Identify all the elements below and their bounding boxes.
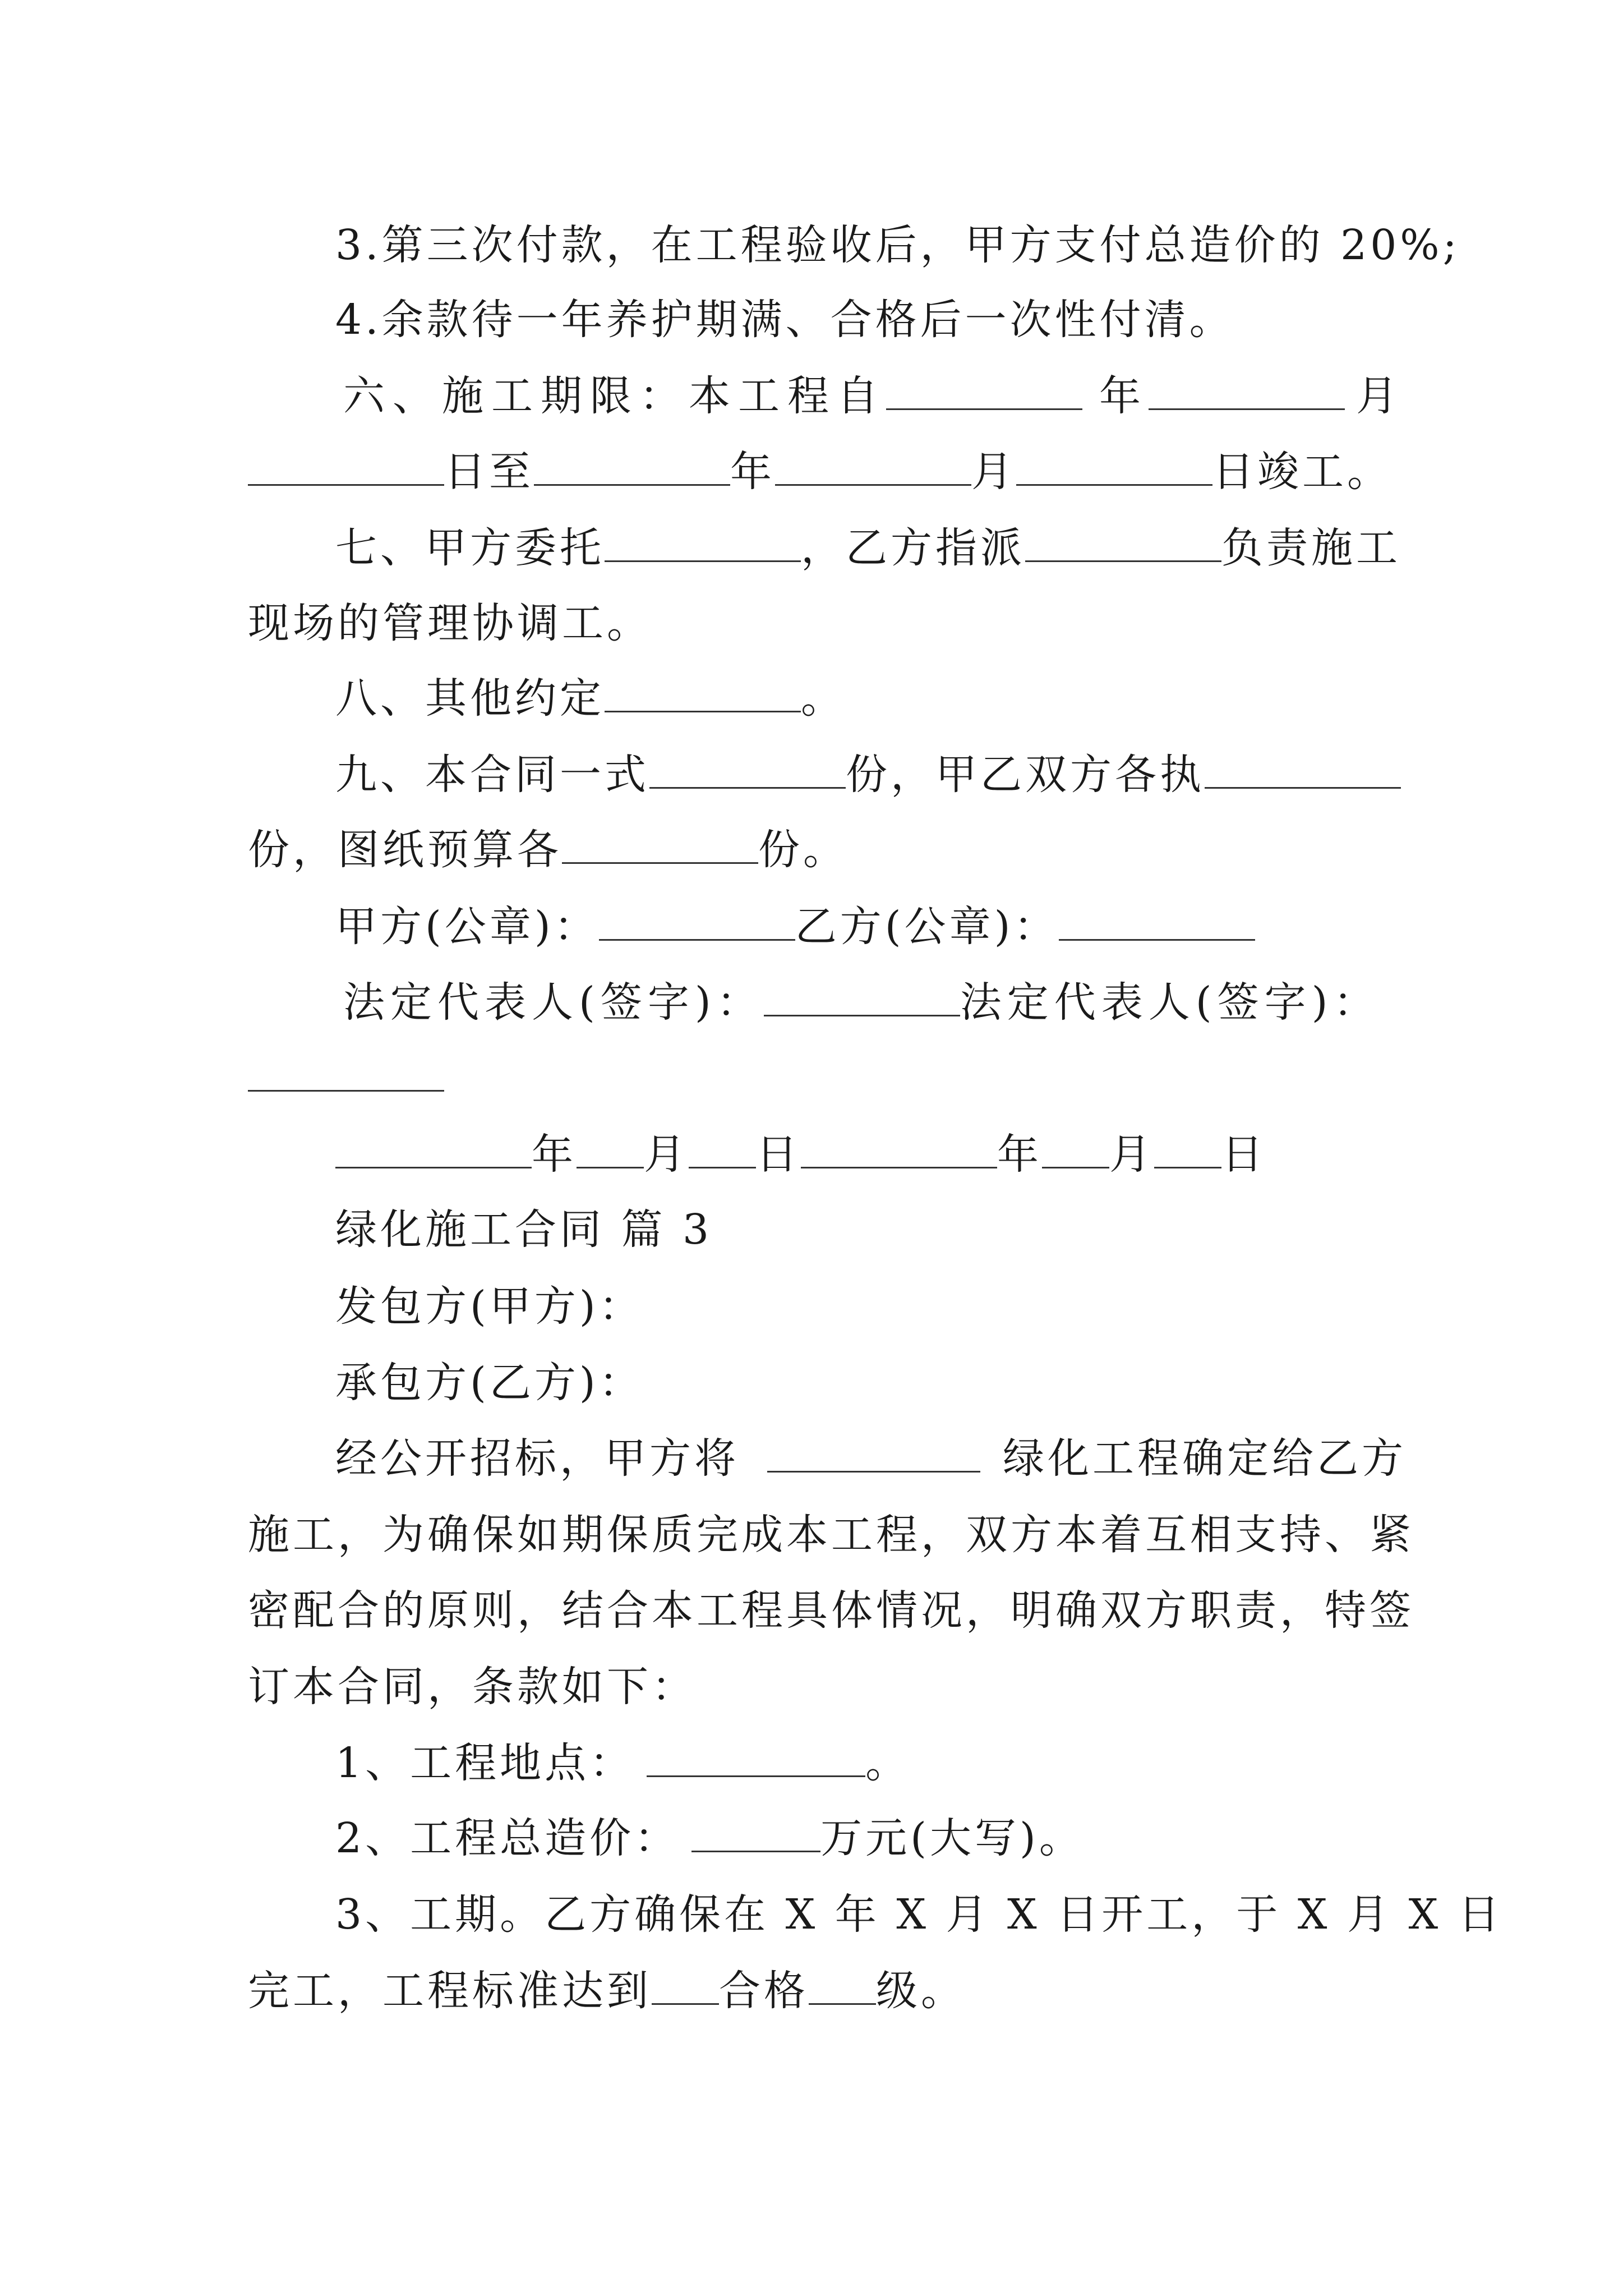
text: 发包方(甲方)：: [335, 1282, 644, 1331]
text: 1、工程地点：: [335, 1739, 635, 1787]
text: 八、其他约定: [335, 674, 605, 723]
blank-field[interactable]: [1042, 1124, 1109, 1168]
blank-field[interactable]: [1025, 518, 1221, 562]
blank-field[interactable]: [1016, 441, 1212, 486]
blank-field[interactable]: [248, 441, 444, 486]
paragraph-intro: [335, 1428, 1407, 1489]
paragraph-copies-cont: [248, 819, 848, 881]
text: 年: [730, 448, 775, 496]
blank-field[interactable]: [691, 1808, 820, 1852]
text: 。: [801, 674, 846, 723]
blank-field[interactable]: [809, 1961, 876, 2005]
paragraph-management: [335, 517, 1401, 579]
signature-representative-blank: [248, 1047, 444, 1108]
section-title: [335, 1199, 712, 1260]
paragraph-other: [335, 668, 846, 729]
blank-field[interactable]: [886, 366, 1082, 410]
clause-location: [335, 1732, 910, 1794]
text: 九、本合同一式: [335, 751, 649, 799]
blank-field[interactable]: [764, 972, 960, 1016]
paragraph-construction-period-cont: [248, 441, 1392, 503]
paragraph-management-cont: [248, 592, 652, 654]
text: 施工，为确保如期保质完成本工程，双方本着互相支持、紧: [248, 1511, 1414, 1559]
paragraph-intro-cont-3: [248, 1656, 697, 1718]
text: 份。: [758, 826, 848, 874]
text: 。: [865, 1739, 911, 1787]
text: 月: [971, 448, 1016, 496]
blank-field[interactable]: [248, 1047, 444, 1092]
party-a-line: [335, 1276, 644, 1337]
clause-schedule: [335, 1884, 1503, 1945]
text: 合格: [719, 1967, 809, 2015]
text: 年: [532, 1130, 577, 1179]
text: 月: [644, 1130, 689, 1179]
text: 绿化施工合同 篇 3: [335, 1205, 713, 1254]
blank-field[interactable]: [534, 441, 730, 486]
blank-field[interactable]: [605, 518, 801, 562]
blank-field[interactable]: [1154, 1124, 1221, 1168]
text: 份，甲乙双方各执: [846, 751, 1205, 799]
blank-field[interactable]: [577, 1124, 644, 1168]
text: 4.余款待一年养护期满、合格后一次性付清。: [335, 296, 1234, 344]
text: 订本合同，条款如下：: [248, 1663, 697, 1711]
blank-field[interactable]: [1149, 366, 1345, 410]
paragraph-payment-3: [335, 214, 1460, 276]
signature-seal-line: [335, 896, 1255, 958]
signature-representative-line: [343, 972, 1381, 1033]
text: ，乙方指派: [801, 524, 1025, 572]
blank-field[interactable]: [775, 441, 971, 486]
text: 日: [756, 1130, 801, 1179]
clause-schedule-cont: [248, 1960, 966, 2022]
text: 级。: [876, 1967, 966, 2015]
blank-field[interactable]: [652, 1961, 719, 2005]
blank-field[interactable]: [801, 1124, 997, 1168]
text: 绿化工程确定给乙方: [1003, 1434, 1407, 1483]
text: 日至: [444, 448, 534, 496]
text: 万元(大写)。: [820, 1814, 1084, 1862]
blank-field[interactable]: [767, 1428, 980, 1473]
blank-field[interactable]: [649, 744, 846, 789]
blank-field[interactable]: [647, 1733, 865, 1777]
text: 法定代表人(签字)：: [960, 978, 1381, 1027]
date-line: [335, 1124, 1266, 1185]
text: 甲方(公章)：: [335, 903, 599, 951]
paragraph-intro-cont-1: [248, 1504, 1414, 1566]
blank-field[interactable]: [1205, 744, 1401, 789]
text: 3、工期。乙方确保在 X 年 X 月 X 日开工，于 X 月 X 日: [335, 1890, 1503, 1939]
text: 七、甲方委托: [335, 524, 605, 572]
party-b-line: [335, 1352, 644, 1414]
text: 密配合的原则，结合本工程具体情况，明确双方职责，特签: [248, 1586, 1414, 1635]
blank-field[interactable]: [335, 1124, 532, 1168]
text: 月: [1356, 372, 1405, 420]
text: 2、工程总造价：: [335, 1814, 680, 1862]
text: 3.第三次付款，在工程验收后，甲方支付总造价的 20%;: [335, 221, 1460, 269]
blank-field[interactable]: [562, 820, 758, 864]
text: 承包方(乙方)：: [335, 1359, 644, 1407]
blank-field[interactable]: [605, 668, 801, 712]
paragraph-payment-4: [335, 289, 1234, 351]
blank-field[interactable]: [599, 896, 795, 941]
text: 月: [1109, 1130, 1154, 1179]
text: 负责施工: [1221, 524, 1401, 572]
text: 现场的管理协调工。: [248, 599, 652, 647]
blank-field[interactable]: [1059, 896, 1255, 941]
clause-total-cost: [335, 1807, 1084, 1869]
text: 完工，工程标准达到: [248, 1967, 652, 2015]
paragraph-construction-period: [343, 365, 1405, 427]
text: 日竣工。: [1212, 448, 1392, 496]
paragraph-copies: [335, 744, 1401, 806]
text: 乙方(公章)：: [795, 903, 1059, 951]
paragraph-intro-cont-2: [248, 1580, 1414, 1641]
text: 经公开招标，甲方将: [335, 1434, 739, 1483]
text: 份，图纸预算各: [248, 826, 562, 874]
blank-field[interactable]: [689, 1124, 756, 1168]
text: 年: [1099, 372, 1149, 420]
text: 六、施工期限：本工程自: [343, 372, 886, 420]
text: 法定代表人(签字)：: [343, 978, 764, 1027]
text: 年: [997, 1130, 1042, 1179]
text: 日: [1221, 1130, 1266, 1179]
